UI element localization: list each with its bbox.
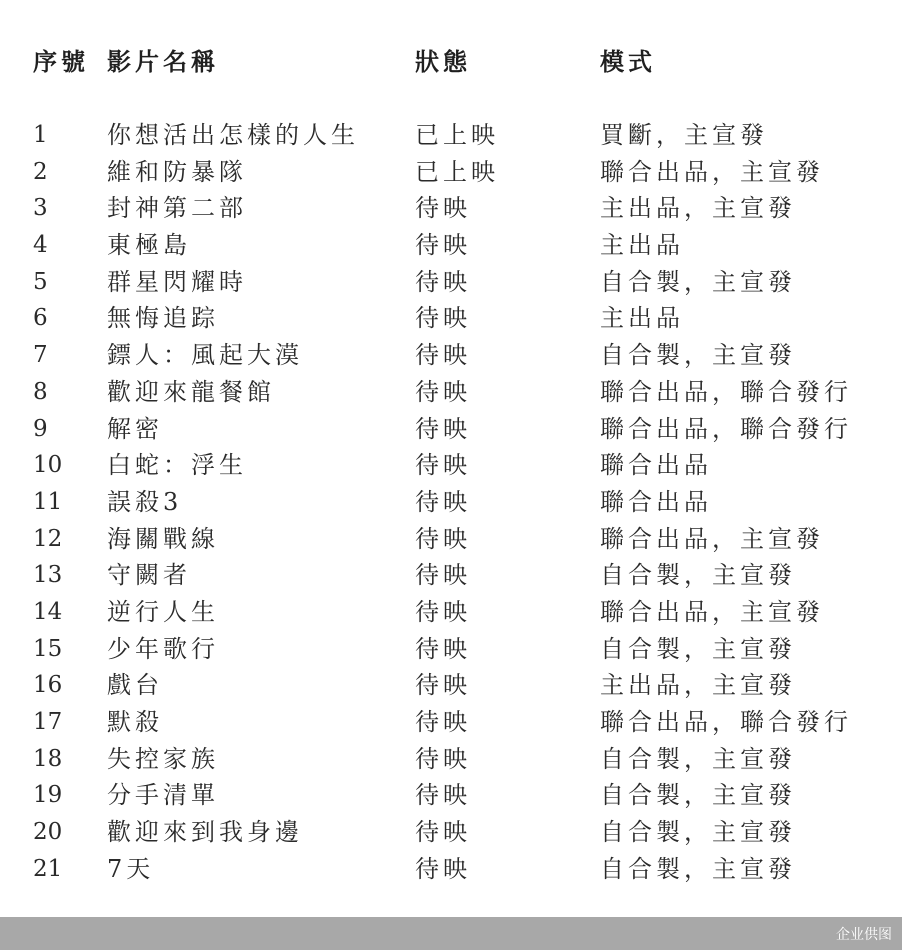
row-title: 海關戰線 [107, 524, 219, 553]
table-row [0, 815, 902, 852]
row-title: 維和防暴隊 [107, 157, 247, 186]
row-title: 歡迎來到我身邊 [107, 818, 303, 847]
row-title: 歡迎來龍餐館 [107, 377, 275, 406]
table-row [0, 338, 902, 375]
row-status: 待映 [415, 818, 471, 847]
header-title: 影片名稱 [107, 47, 219, 76]
row-mode: 自合製，主宣發 [600, 561, 796, 590]
row-mode: 自合製，主宣發 [600, 781, 796, 810]
row-status: 待映 [415, 597, 471, 626]
header-number: 序號 [33, 47, 89, 76]
row-title: 誤殺3 [107, 487, 183, 516]
row-number: 3 [33, 195, 48, 222]
row-number: 8 [33, 378, 48, 405]
row-status: 已上映 [415, 157, 499, 186]
row-number: 6 [33, 305, 48, 332]
row-number: 13 [33, 562, 63, 589]
row-number: 16 [33, 672, 63, 699]
row-title: 逆行人生 [107, 597, 219, 626]
row-mode: 主出品，主宣發 [600, 671, 796, 700]
row-mode: 聯合出品 [600, 451, 712, 480]
table-row [0, 301, 902, 338]
table-row [0, 448, 902, 485]
row-mode: 自合製，主宣發 [600, 744, 796, 773]
row-title: 失控家族 [107, 744, 219, 773]
row-number: 7 [33, 342, 48, 369]
row-status: 待映 [415, 854, 471, 883]
footer-bar [0, 917, 902, 950]
table-row [0, 778, 902, 815]
row-status: 待映 [415, 231, 471, 260]
row-title: 分手清單 [107, 781, 219, 810]
row-number: 14 [33, 598, 63, 625]
row-number: 11 [33, 488, 63, 515]
row-status: 待映 [415, 341, 471, 370]
row-status: 待映 [415, 414, 471, 443]
row-mode: 聯合出品，主宣發 [600, 157, 824, 186]
row-status: 待映 [415, 377, 471, 406]
row-title: 鏢人：風起大漠 [107, 341, 303, 370]
table-row [0, 118, 902, 155]
row-title: 少年歌行 [107, 634, 219, 663]
image-credit: 企业供图 [836, 927, 892, 943]
row-mode: 聯合出品，主宣發 [600, 524, 824, 553]
row-status: 待映 [415, 561, 471, 590]
row-mode: 聯合出品，聯合發行 [600, 377, 852, 406]
row-status: 待映 [415, 634, 471, 663]
row-title: 7天 [107, 854, 155, 883]
row-number: 19 [33, 782, 63, 809]
row-mode: 買斷，主宣發 [600, 121, 768, 149]
film-table [0, 118, 902, 888]
row-mode: 自合製，主宣發 [600, 341, 796, 370]
table-row [0, 412, 902, 449]
row-number: 20 [33, 819, 63, 846]
row-title: 白蛇：浮生 [107, 451, 247, 480]
row-mode: 主出品，主宣發 [600, 194, 796, 223]
row-number: 17 [33, 709, 63, 735]
row-mode: 聯合出品，主宣發 [600, 597, 824, 626]
header-mode: 模式 [600, 47, 656, 76]
row-number: 4 [33, 232, 48, 259]
table-row [0, 522, 902, 559]
row-mode: 聯合出品，聯合發行 [600, 414, 852, 443]
table-row [0, 375, 902, 412]
row-number: 2 [33, 158, 48, 185]
table-row [0, 742, 902, 779]
row-status: 待映 [415, 744, 471, 773]
row-status: 待映 [415, 708, 471, 736]
table-row [0, 485, 902, 522]
row-status: 待映 [415, 487, 471, 516]
row-status: 待映 [415, 671, 471, 700]
row-title: 東極島 [107, 231, 191, 260]
table-header [0, 42, 902, 82]
row-status: 待映 [415, 781, 471, 810]
row-title: 無悔追踪 [107, 304, 219, 333]
row-mode: 自合製，主宣發 [600, 634, 796, 663]
row-mode: 自合製，主宣發 [600, 267, 796, 296]
row-mode: 主出品 [600, 231, 684, 260]
row-mode: 聯合出品，聯合發行 [600, 708, 852, 736]
row-number: 1 [33, 122, 48, 148]
table-row [0, 595, 902, 632]
row-title: 封神第二部 [107, 194, 247, 223]
row-status: 待映 [415, 194, 471, 223]
row-status: 待映 [415, 451, 471, 480]
row-title: 默殺 [107, 708, 163, 736]
row-title: 戲台 [107, 671, 163, 700]
row-number: 15 [33, 635, 63, 662]
row-title: 群星閃耀時 [107, 267, 247, 296]
table-row [0, 632, 902, 669]
table-row [0, 705, 902, 742]
row-status: 已上映 [415, 121, 499, 149]
table-row [0, 668, 902, 705]
row-number: 12 [33, 525, 63, 552]
row-title: 你想活出怎樣的人生 [107, 121, 359, 149]
row-number: 18 [33, 745, 63, 772]
row-number: 21 [33, 855, 63, 882]
row-mode: 主出品 [600, 304, 684, 333]
header-status: 狀態 [415, 47, 471, 76]
row-title: 解密 [107, 414, 163, 443]
table-row [0, 191, 902, 228]
table-row [0, 852, 902, 889]
row-status: 待映 [415, 304, 471, 333]
row-mode: 自合製，主宣發 [600, 854, 796, 883]
row-status: 待映 [415, 267, 471, 296]
row-title: 守闕者 [107, 561, 191, 590]
row-mode: 聯合出品 [600, 487, 712, 516]
table-row [0, 558, 902, 595]
table-row [0, 155, 902, 192]
row-status: 待映 [415, 524, 471, 553]
table-row [0, 265, 902, 302]
row-number: 9 [33, 415, 48, 442]
row-mode: 自合製，主宣發 [600, 818, 796, 847]
table-row [0, 228, 902, 265]
row-number: 5 [33, 268, 48, 295]
row-number: 10 [33, 452, 63, 479]
